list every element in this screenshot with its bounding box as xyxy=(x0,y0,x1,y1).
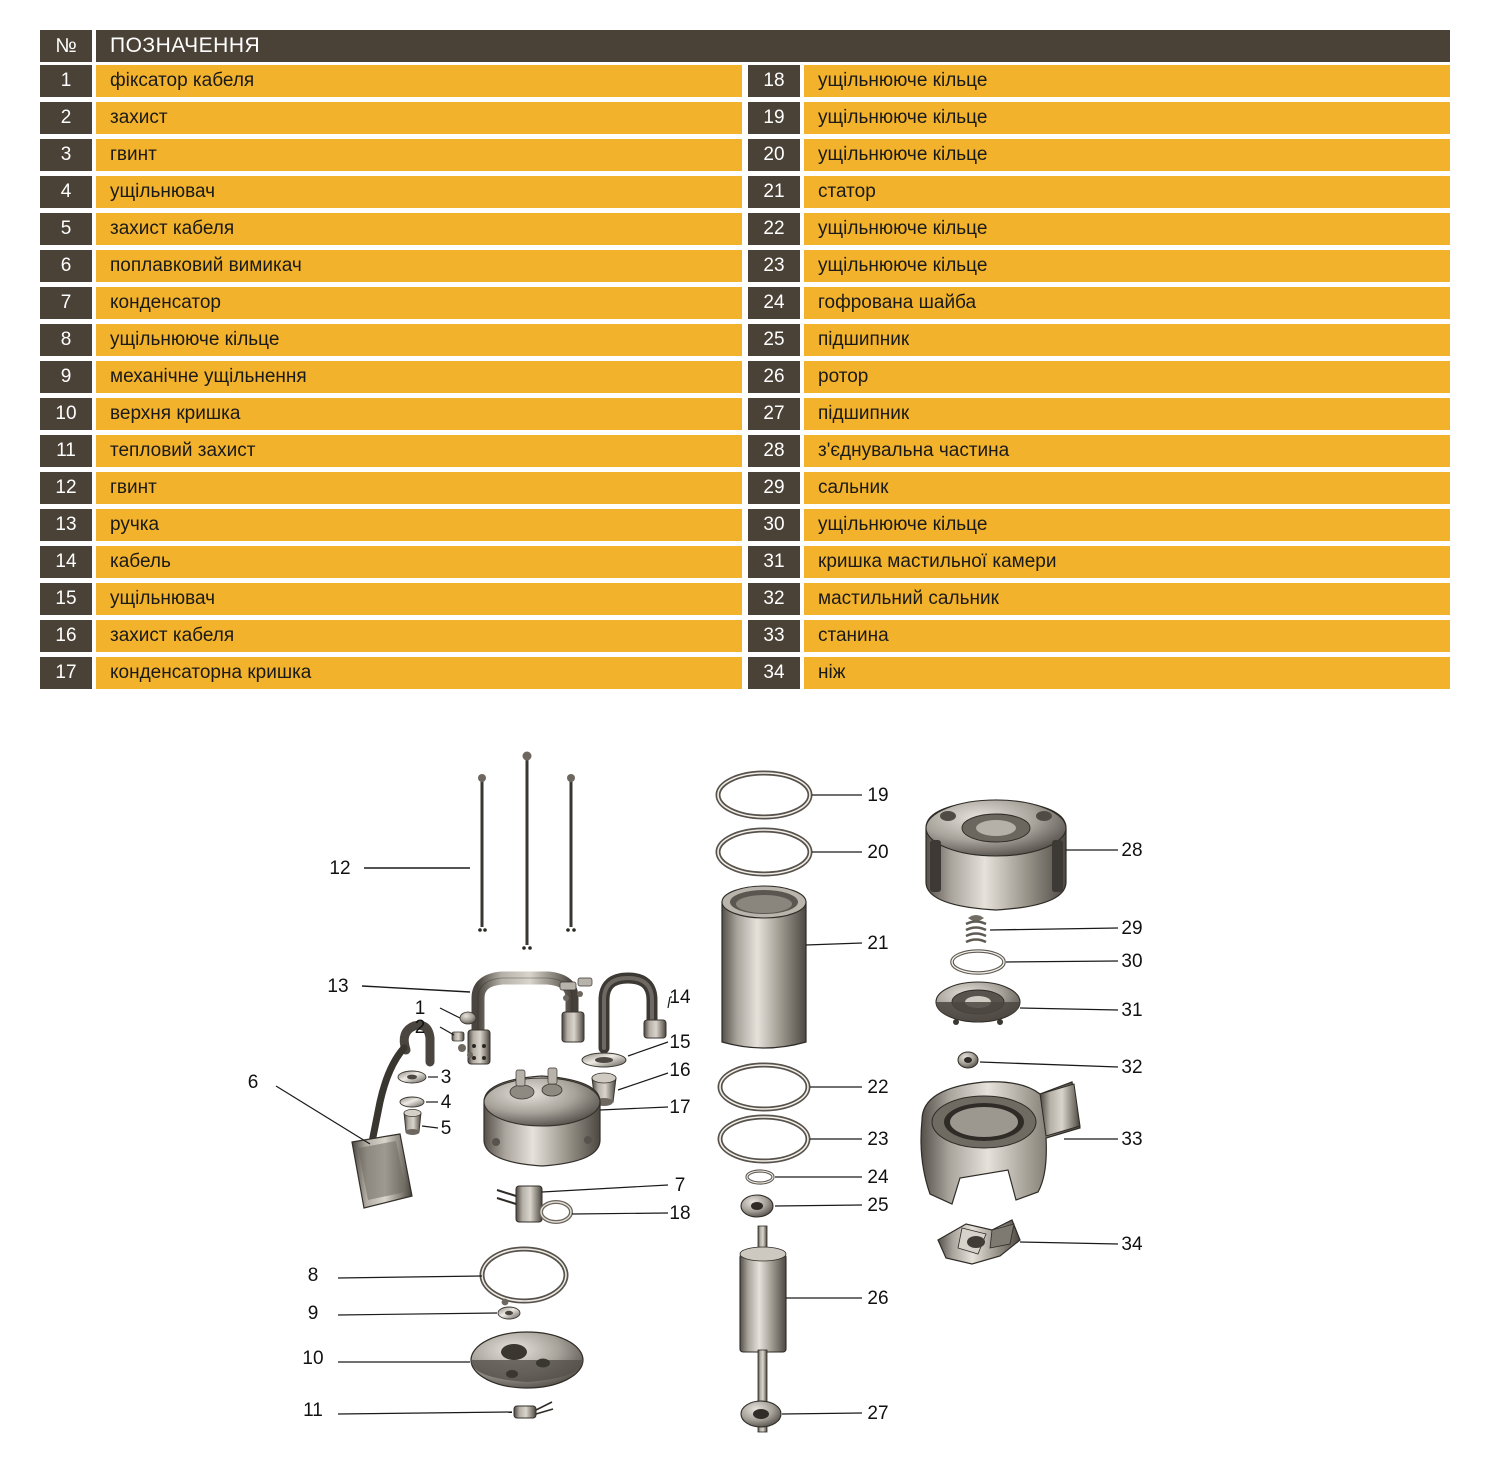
legend-row-number: 18 xyxy=(748,65,800,97)
diagram-callout-number: 11 xyxy=(303,1400,323,1421)
legend-row xyxy=(40,472,742,504)
legend-row xyxy=(40,176,742,208)
part-3-4-5-group xyxy=(398,1025,438,1135)
legend-row xyxy=(748,250,1450,282)
legend-row-number: 21 xyxy=(748,176,800,208)
legend-row xyxy=(40,213,742,245)
part-23-oring xyxy=(720,1117,862,1161)
part-19-oring xyxy=(718,773,862,817)
diagram-callout-number: 34 xyxy=(1121,1234,1143,1255)
part-29-gland xyxy=(966,915,1118,942)
legend-row xyxy=(40,287,742,319)
diagram-callout-number: 21 xyxy=(867,933,889,954)
legend-row-label: кришка мастильної камери xyxy=(804,546,1450,578)
diagram-callout-number: 26 xyxy=(867,1288,889,1309)
diagram-callout-number: 13 xyxy=(327,976,349,997)
legend-row xyxy=(40,65,742,97)
legend-row-label: захист кабеля xyxy=(96,213,742,245)
legend-row xyxy=(748,546,1450,578)
legend-row-label: ущільнювач xyxy=(96,583,742,615)
diagram-callout-number: 29 xyxy=(1121,918,1143,939)
legend-row-label: гвинт xyxy=(96,472,742,504)
legend-row-label: конденсатор xyxy=(96,287,742,319)
legend-header-row xyxy=(40,30,1450,62)
legend-row-label: гвинт xyxy=(96,139,742,171)
diagram-callout-number: 15 xyxy=(669,1032,691,1053)
diagram-callout-number: 30 xyxy=(1121,951,1143,972)
legend-row-label: ущільнююче кільце xyxy=(804,65,1450,97)
legend-row-number: 27 xyxy=(748,398,800,430)
diagram-callout-number: 33 xyxy=(1121,1129,1143,1150)
diagram-callout-number: 17 xyxy=(669,1097,691,1118)
legend-row xyxy=(40,583,742,615)
part-30-oring xyxy=(952,951,1118,973)
legend-row-label: кабель xyxy=(96,546,742,578)
legend-row xyxy=(748,509,1450,541)
part-12-screws xyxy=(364,752,576,950)
diagram-callout-number: 2 xyxy=(414,1017,426,1038)
legend-row-number: 17 xyxy=(40,657,92,689)
part-34-cutter xyxy=(938,1220,1118,1264)
part-11-thermal-protector xyxy=(338,1402,553,1418)
diagram-callout-number: 7 xyxy=(674,1175,686,1196)
diagram-callout-number: 16 xyxy=(669,1060,691,1081)
legend-row-label: підшипник xyxy=(804,324,1450,356)
legend-row-label: ущільнююче кільце xyxy=(96,324,742,356)
legend-row-number: 3 xyxy=(40,139,92,171)
legend-row-number: 28 xyxy=(748,435,800,467)
legend-row xyxy=(40,324,742,356)
legend-row-number: 33 xyxy=(748,620,800,652)
legend-row xyxy=(748,324,1450,356)
legend-row-number: 29 xyxy=(748,472,800,504)
part-6-float-switch xyxy=(276,1048,412,1208)
diagram-callout-number: 32 xyxy=(1121,1057,1143,1078)
legend-row-number: 30 xyxy=(748,509,800,541)
diagram-callout-number: 22 xyxy=(867,1077,889,1098)
legend-row-label: гофрована шайба xyxy=(804,287,1450,319)
legend-row xyxy=(748,361,1450,393)
part-31-oil-chamber-cover xyxy=(936,982,1118,1025)
legend-row-number: 19 xyxy=(748,102,800,134)
legend-row xyxy=(40,139,742,171)
legend-row xyxy=(748,657,1450,689)
legend-row-number: 24 xyxy=(748,287,800,319)
part-10-upper-cover xyxy=(338,1332,583,1388)
legend-row-label: ущільнююче кільце xyxy=(804,509,1450,541)
legend-row-label: ротор xyxy=(804,361,1450,393)
legend-row-number: 25 xyxy=(748,324,800,356)
part-18-oring xyxy=(541,1202,668,1222)
legend-row-number: 12 xyxy=(40,472,92,504)
legend-row-number: 26 xyxy=(748,361,800,393)
legend-row-label: захист xyxy=(96,102,742,134)
legend-row-label: верхня кришка xyxy=(96,398,742,430)
diagram-callout-number: 3 xyxy=(440,1067,452,1088)
legend-row-number: 6 xyxy=(40,250,92,282)
part-14-cable xyxy=(604,978,672,1048)
part-22-oring xyxy=(720,1065,862,1109)
legend-row-number: 20 xyxy=(748,139,800,171)
legend-row-label: станина xyxy=(804,620,1450,652)
diagram-callout-number: 12 xyxy=(329,858,351,879)
legend-row-label: ущільнююче кільце xyxy=(804,102,1450,134)
part-28-connecting-part xyxy=(926,800,1118,910)
diagram-callout-number: 1 xyxy=(414,998,426,1019)
legend-row xyxy=(40,250,742,282)
legend-row-number: 34 xyxy=(748,657,800,689)
legend-row xyxy=(748,102,1450,134)
legend-row xyxy=(40,509,742,541)
legend-row-label: поплавковий вимикач xyxy=(96,250,742,282)
legend-row-number: 16 xyxy=(40,620,92,652)
exploded-view-diagram xyxy=(0,730,1500,1472)
legend-row-number: 4 xyxy=(40,176,92,208)
legend-row-number: 7 xyxy=(40,287,92,319)
diagram-callout-number: 10 xyxy=(302,1348,324,1369)
diagram-callout-number: 9 xyxy=(307,1303,319,1324)
part-20-oring xyxy=(718,830,862,874)
legend-row-label: ніж xyxy=(804,657,1450,689)
legend-row-label: захист кабеля xyxy=(96,620,742,652)
legend-row-number: 31 xyxy=(748,546,800,578)
part-25-bearing xyxy=(741,1195,862,1217)
legend-row xyxy=(748,472,1450,504)
legend-row xyxy=(40,657,742,689)
legend-row xyxy=(748,213,1450,245)
legend-row-label: з'єднувальна частина xyxy=(804,435,1450,467)
legend-row xyxy=(40,361,742,393)
legend-row-label: ущільнювач xyxy=(96,176,742,208)
legend-row xyxy=(748,620,1450,652)
diagram-callout-number: 18 xyxy=(669,1203,691,1224)
legend-row-number: 14 xyxy=(40,546,92,578)
legend-row xyxy=(40,620,742,652)
legend-row xyxy=(748,287,1450,319)
legend-row-label: тепловий захист xyxy=(96,435,742,467)
legend-row xyxy=(40,435,742,467)
legend-row xyxy=(40,546,742,578)
parts-legend-table xyxy=(40,30,1450,694)
part-9-mechanical-seal xyxy=(338,1299,520,1319)
legend-row-label: підшипник xyxy=(804,398,1450,430)
legend-row-number: 13 xyxy=(40,509,92,541)
legend-row-number: 2 xyxy=(40,102,92,134)
legend-row xyxy=(748,583,1450,615)
legend-row-label: ущільнююче кільце xyxy=(804,213,1450,245)
part-8-oring xyxy=(338,1249,566,1301)
legend-row xyxy=(748,139,1450,171)
legend-row xyxy=(748,435,1450,467)
diagram-callout-number: 6 xyxy=(247,1072,259,1093)
legend-row-label: конденсаторна кришка xyxy=(96,657,742,689)
legend-header-designation: ПОЗНАЧЕННЯ xyxy=(96,30,1450,62)
diagram-callout-number: 27 xyxy=(867,1403,889,1424)
legend-row xyxy=(40,102,742,134)
legend-row-number: 32 xyxy=(748,583,800,615)
diagram-callout-number: 23 xyxy=(867,1129,889,1150)
legend-row-number: 10 xyxy=(40,398,92,430)
legend-row xyxy=(748,398,1450,430)
part-24-wave-washer xyxy=(747,1171,862,1183)
legend-column-right xyxy=(748,65,1450,694)
legend-row-label: сальник xyxy=(804,472,1450,504)
diagram-callout-number: 31 xyxy=(1121,1000,1143,1021)
legend-row-number: 11 xyxy=(40,435,92,467)
legend-row xyxy=(748,176,1450,208)
part-7-capacitor xyxy=(497,1185,668,1222)
legend-row-label: ручка xyxy=(96,509,742,541)
diagram-callout-number: 4 xyxy=(440,1092,452,1113)
part-16-cable-protector xyxy=(592,1073,668,1106)
part-21-stator xyxy=(722,886,862,1048)
legend-row-number: 5 xyxy=(40,213,92,245)
legend-row-number: 15 xyxy=(40,583,92,615)
part-33-casing xyxy=(921,1082,1118,1204)
legend-row-number: 22 xyxy=(748,213,800,245)
legend-row-number: 1 xyxy=(40,65,92,97)
diagram-callout-number: 5 xyxy=(440,1118,452,1139)
diagram-callout-number: 8 xyxy=(307,1265,319,1286)
part-27-bearing xyxy=(741,1401,862,1427)
diagram-callout-number: 25 xyxy=(867,1195,889,1216)
part-32-oil-seal xyxy=(958,1052,1118,1068)
part-15-seal xyxy=(582,1042,668,1067)
legend-row-label: фіксатор кабеля xyxy=(96,65,742,97)
diagram-callout-number: 24 xyxy=(867,1167,889,1188)
legend-row-number: 23 xyxy=(748,250,800,282)
legend-row-label: ущільнююче кільце xyxy=(804,250,1450,282)
legend-row-label: статор xyxy=(804,176,1450,208)
diagram-callout-number: 20 xyxy=(867,842,889,863)
legend-row-label: механічне ущільнення xyxy=(96,361,742,393)
legend-row-number: 8 xyxy=(40,324,92,356)
legend-header-number: № xyxy=(40,30,92,62)
legend-row-label: ущільнююче кільце xyxy=(804,139,1450,171)
legend-row xyxy=(748,65,1450,97)
diagram-callout-number: 28 xyxy=(1121,840,1143,861)
legend-row-number: 9 xyxy=(40,361,92,393)
legend-row-label: мастильний сальник xyxy=(804,583,1450,615)
legend-column-left xyxy=(40,65,742,694)
legend-row xyxy=(40,398,742,430)
diagram-callout-number: 14 xyxy=(669,987,691,1008)
diagram-callout-number: 19 xyxy=(867,785,889,806)
